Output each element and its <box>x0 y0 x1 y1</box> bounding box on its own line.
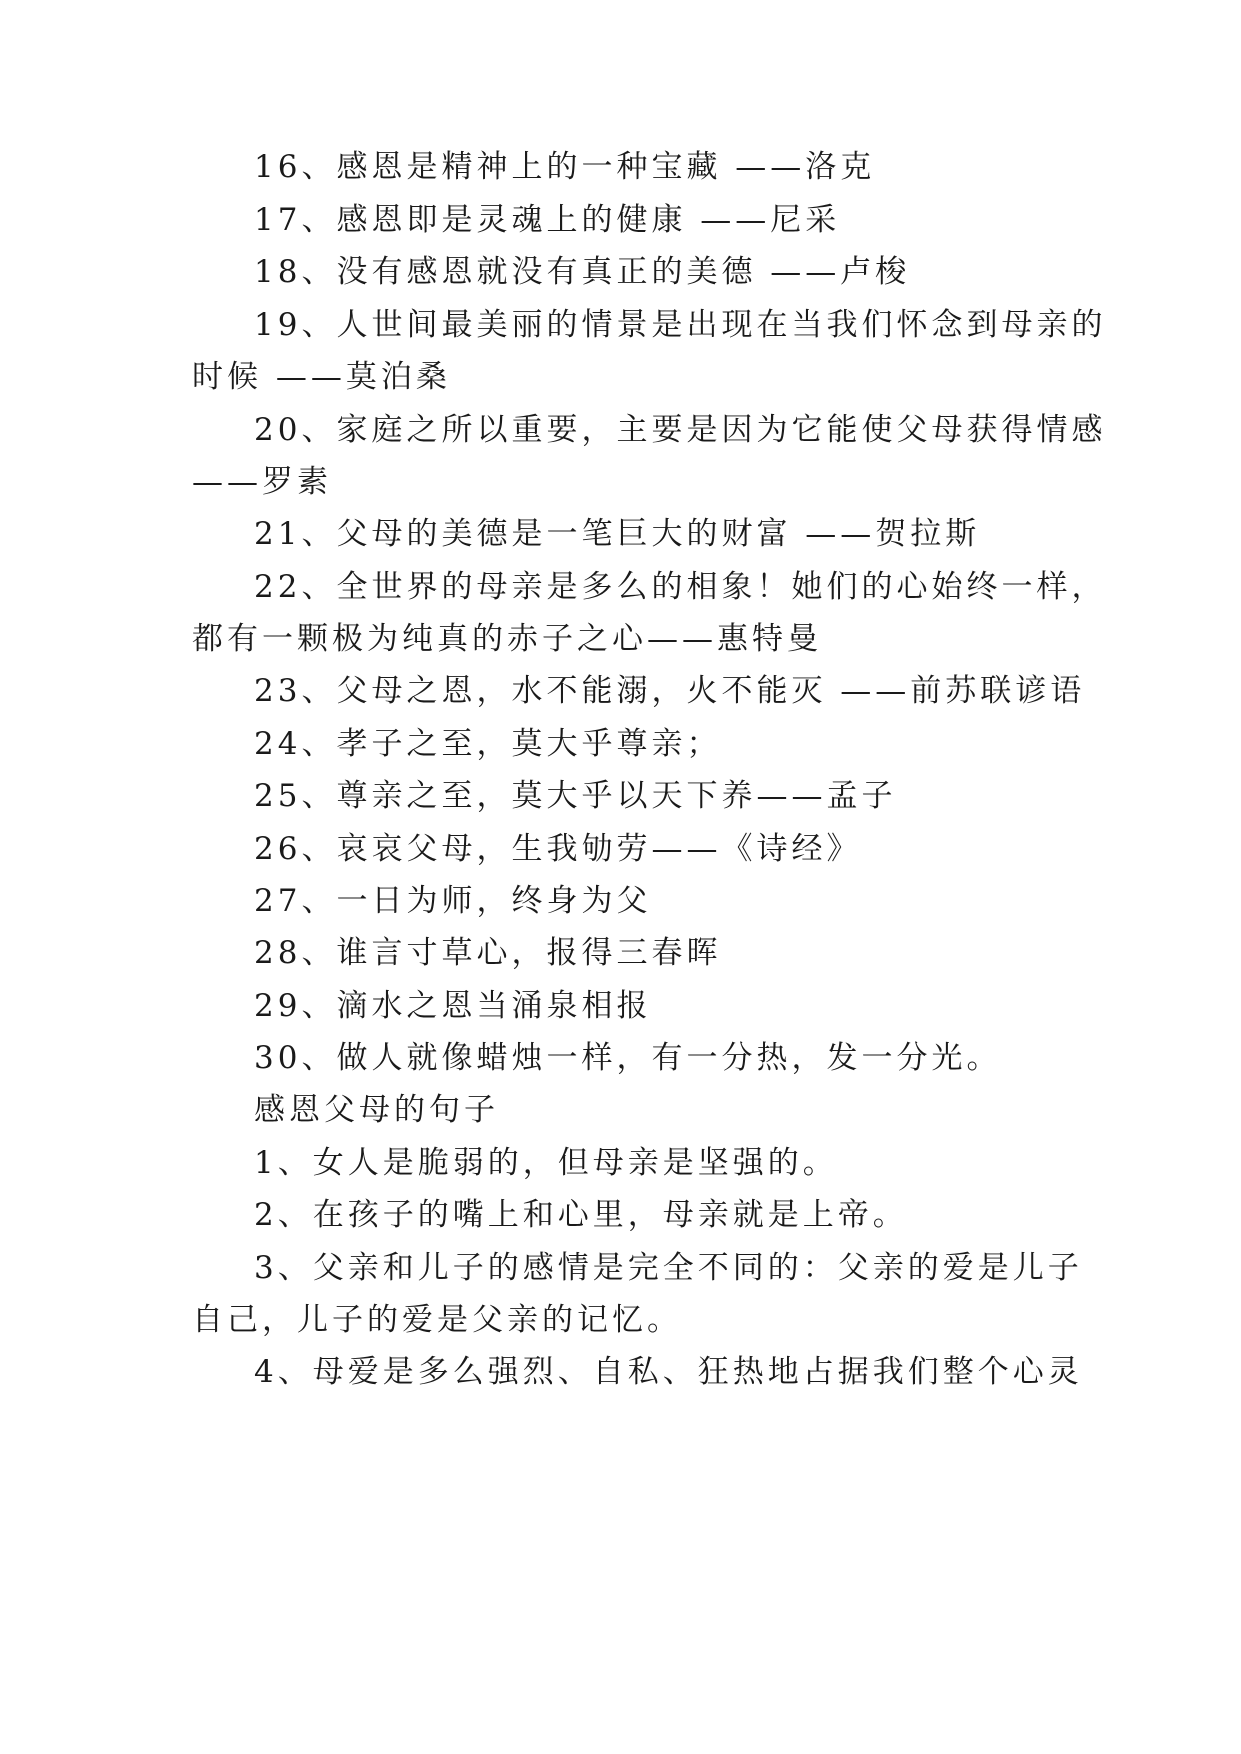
quote-25: 25、尊亲之至，莫大乎以天下养——孟子 <box>254 778 897 814</box>
quote-21: 21、父母的美德是一笔巨大的财富 ——贺拉斯 <box>254 516 981 552</box>
quote-30: 30、做人就像蜡烛一样，有一分热，发一分光。 <box>254 1040 1002 1076</box>
sentence-3: 3、父亲和儿子的感情是完全不同的：父亲的爱是儿子 <box>254 1250 1083 1286</box>
quote-19: 19、人世间最美丽的情景是出现在当我们怀念到母亲的 <box>254 307 1107 343</box>
sentence-2: 2、在孩子的嘴上和心里，母亲就是上帝。 <box>254 1197 908 1233</box>
quote-18: 18、没有感恩就没有真正的美德 ——卢梭 <box>254 254 911 290</box>
quote-24: 24、孝子之至，莫大乎尊亲； <box>254 726 722 762</box>
quote-26: 26、哀哀父母，生我劬劳——《诗经》 <box>254 831 862 867</box>
quote-19-continued: 时候 ——莫泊桑 <box>192 359 451 395</box>
sentence-4: 4、母爱是多么强烈、自私、狂热地占据我们整个心灵 <box>254 1354 1083 1390</box>
section-heading: 感恩父母的句子 <box>254 1092 499 1128</box>
quote-22-continued: 都有一颗极为纯真的赤子之心——惠特曼 <box>192 621 822 657</box>
quote-16: 16、感恩是精神上的一种宝藏 ——洛克 <box>254 149 876 185</box>
quote-23: 23、父母之恩，水不能溺，火不能灭 ——前苏联谚语 <box>254 673 1086 709</box>
quote-17: 17、感恩即是灵魂上的健康 ——尼采 <box>254 202 841 238</box>
quote-22: 22、全世界的母亲是多么的相象！她们的心始终一样， <box>254 569 1107 605</box>
quote-28: 28、谁言寸草心，报得三春晖 <box>254 935 722 971</box>
quote-20-continued: ——罗素 <box>192 464 332 500</box>
sentence-3-continued: 自己，儿子的爱是父亲的记忆。 <box>192 1302 682 1338</box>
quote-20: 20、家庭之所以重要，主要是因为它能使父母获得情感 <box>254 412 1107 448</box>
quote-27: 27、一日为师，终身为父 <box>254 883 652 919</box>
sentence-1: 1、女人是脆弱的，但母亲是坚强的。 <box>254 1145 838 1181</box>
quote-29: 29、滴水之恩当涌泉相报 <box>254 988 652 1024</box>
